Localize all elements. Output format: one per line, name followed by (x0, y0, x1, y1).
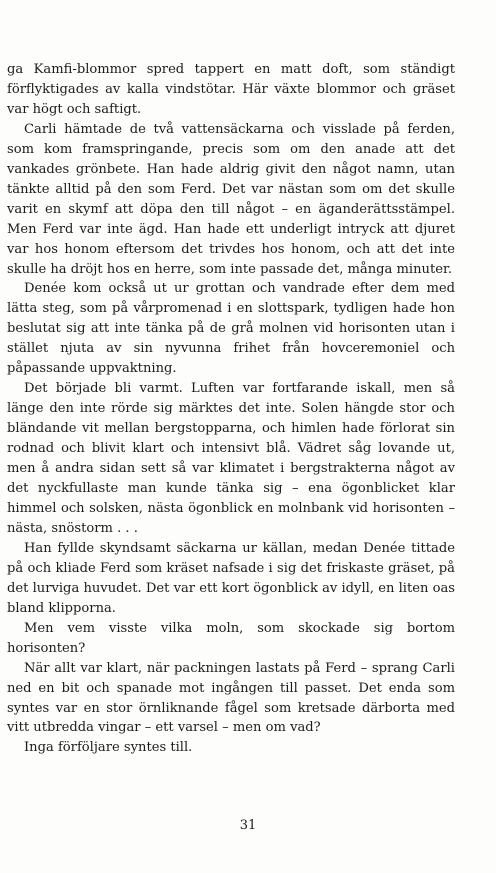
paragraph-continuation: ga Kamfi-blommor spred tappert en matt doft, som ständigt förflyktigades av kalla vindstötar. Här växte blommor och gräset var högt och saftigt. (7, 62, 455, 117)
paragraph: Det började bli varmt. Luften var fortfarande iskall, men så länge den inte rörde sig märktes det inte. Solen hängde stor och bländande vit mellan bergstopparna, och himlen hade förlorat sin rodnad och blivit klart och intensivt blå. Vädret såg lovande ut, men å andra sidan sett så var klimatet i bergstrakterna något av det nyckfullaste man kunde tänka sig – ena ögonblicket klar himmel och solsken, nästa ögonblick en molnbank vid horisonten – nästa, snöstorm . . . (7, 381, 455, 536)
paragraph: När allt var klart, när packningen lastats på Ferd – sprang Carli ned en bit och spanade mot ingången till passet. Det enda som syntes var en stor örnliknande fågel som kretsade därborta med vitt utbredda vingar – ett varsel – men om vad? (7, 660, 455, 736)
body-text (7, 60, 455, 758)
paragraph: Carli hämtade de två vattensäckarna och visslade på ferden, som kom framspringande, precis som om den anade att det vankades grönbete. Han hade aldrig givit den något namn, utan tänkte alltid på den som Ferd. Det var nästan som om det skulle varit en skymf att döpa den till något – en äganderättsstämpel. Men Ferd var inte ägd. Han hade ett underligt intryck att djuret var hos honom eftersom det trivdes hos honom, och att det inte skulle ha dröjt hos en herre, som inte passade det, många minuter. (7, 121, 455, 277)
paragraph: Men vem visste vilka moln, som skockade sig bortom horisonten? (7, 620, 455, 656)
paragraph: Denée kom också ut ur grottan och vandrade efter dem med lätta steg, som på vårpromenad i en slottspark, tydligen hade hon beslutat sig att inte tänka på de grå molnen vid horisonten utan i stället njuta av sin nyvunna frihet från hovceremoniel och påpassande uppvaktning. (7, 281, 455, 377)
paragraph: Inga förföljare syntes till. (24, 740, 193, 756)
page-number: 31 (239, 818, 257, 833)
paragraph: Han fyllde skyndsamt säckarna ur källan, medan Denée tittade på och kliade Ferd som kräset nafsade i sig det friskaste gräset, på det lurviga huvudet. Det var ett kort ögonblick av idyll, en liten oas bland klipporna. (7, 540, 455, 616)
